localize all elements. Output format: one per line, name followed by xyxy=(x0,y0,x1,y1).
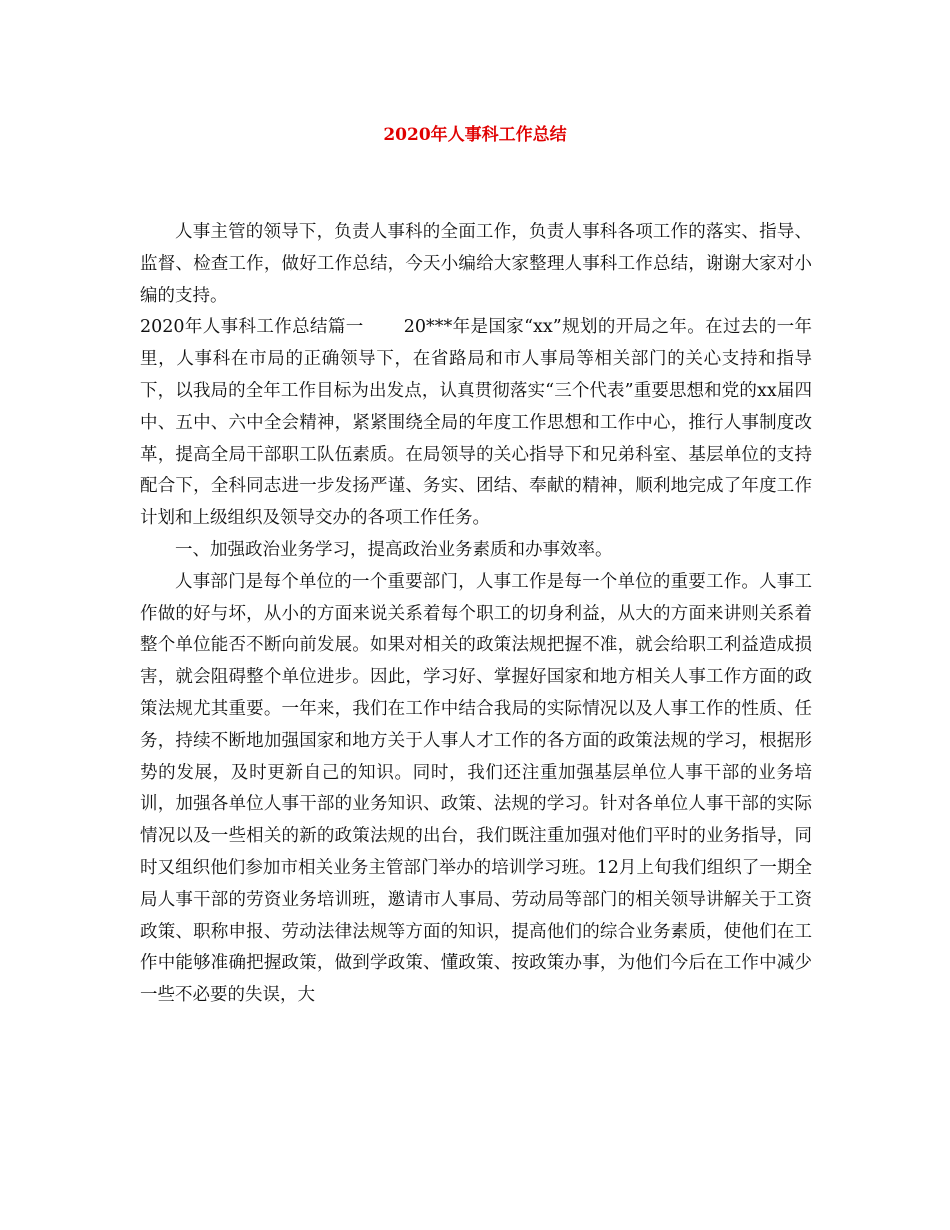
section-paragraph xyxy=(140,312,812,535)
section-body: 20***年是国家“xx”规划的开局之年。在过去的一年里，人事科在市局的正确领导下，在省路局和市人事局等相关部门的关心支持和指导下，以我局的全年工作目标为出发点，认真贯彻落实“三个代表”重要思想和党的xx届四中、五中、六中全会精神，紧紧围绕全局的年度工作思想和工作中心，推行人事制度改革，提高全局干部职工队伍素质。在局领导的关心指导下和兄弟科室、基层单位的支持配合下，全科同志进一步发扬严谨、务实、团结、奉献的精神，顺利地完成了年度工作计划和上级组织及领导交办的各项工作任务。 xyxy=(140,317,812,529)
document-body xyxy=(140,217,812,1012)
section-title: 2020年人事科工作总结篇一 xyxy=(140,317,364,338)
paragraph-1: 人事部门是每个单位的一个重要部门，人事工作是每一个单位的重要工作。人事工作做的好与坏，从小的方面来说关系着每个职工的切身利益，从大的方面来讲则关系着整个单位能否不断向前发展。如果对相关的政策法规把握不准，就会给职工利益造成损害，就会阻碍整个单位进步。因此，学习好、掌握好国家和地方相关人事工作方面的政策法规尤其重要。一年来，我们在工作中结合我局的实际情况以及人事工作的性质、任务，持续不断地加强国家和地方关于人事人才工作的各方面的政策法规的学习，根据形势的发展，及时更新自己的知识。同时，我们还注重加强基层单位人事干部的业务培训，加强各单位人事干部的业务知识、政策、法规的学习。针对各单位人事干部的实际情况以及一些相关的新的政策法规的出台，我们既注重加强对他们平时的业务指导，同时又组织他们参加市相关业务主管部门举办的培训学习班。12月上旬我们组织了一期全局人事干部的劳资业务培训班，邀请市人事局、劳动局等部门的相关领导讲解关于工资政策、职称申报、劳动法律法规等方面的知识，提高他们的综合业务素质，使他们在工作中能够准确把握政策，做到学政策、懂政策、按政策办事，为他们今后在工作中减少一些不必要的失误，大 xyxy=(140,571,812,1006)
intro-paragraph: 人事主管的领导下，负责人事科的全面工作，负责人事科各项工作的落实、指导、监督、检查工作，做好工作总结，今天小编给大家整理人事科工作总结，谢谢大家对小编的支持。 xyxy=(140,222,812,306)
document-title: 2020年人事科工作总结 xyxy=(383,125,567,145)
heading-1: 一、加强政治业务学习，提高政治业务素质和办事效率。 xyxy=(175,539,613,560)
